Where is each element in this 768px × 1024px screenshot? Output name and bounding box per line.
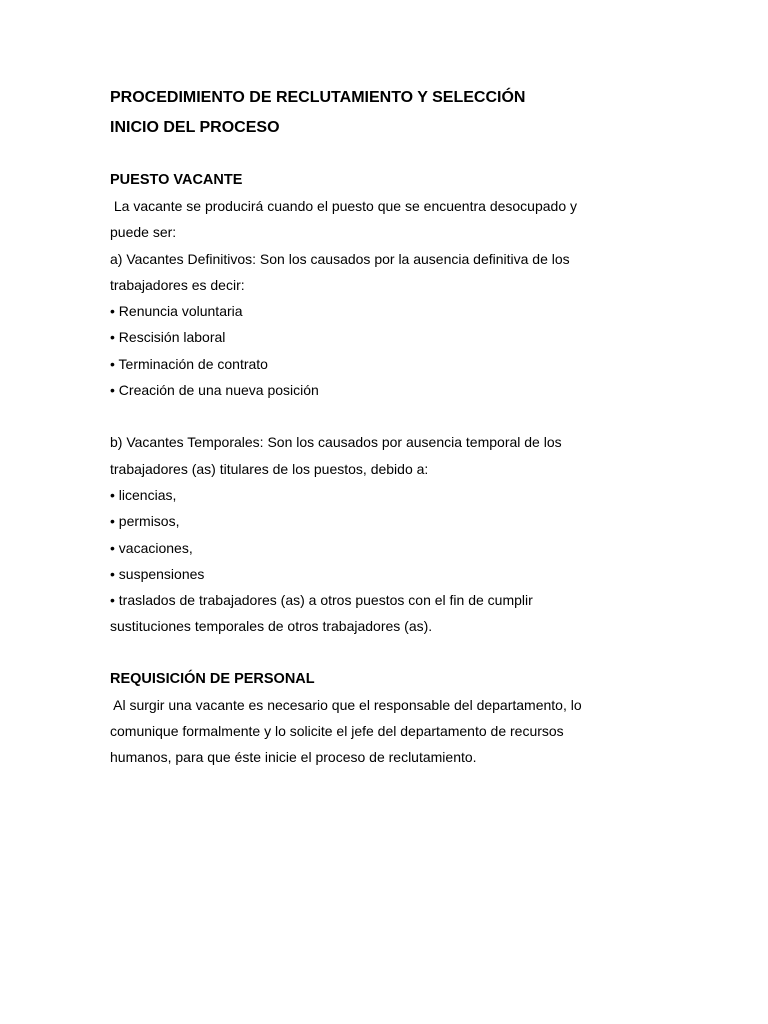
- paragraph-line: humanos, para que éste inicie el proceso de reclutamiento.: [110, 749, 477, 766]
- list-item: • permisos,: [110, 513, 180, 530]
- list-item: • suspensiones: [110, 565, 205, 582]
- paragraph-line: trabajadores (as) titulares de los puestos, debido a:: [110, 460, 429, 477]
- document-page: [110, 83, 630, 771]
- list-item: • licencias,: [110, 486, 177, 503]
- paragraph-line: puede ser:: [110, 224, 177, 241]
- spacer: [110, 640, 630, 666]
- spacer: [110, 403, 630, 429]
- list-item: • Creación de una nueva posición: [110, 382, 319, 399]
- section-heading-requisicion: REQUISICIÓN DE PERSONAL: [110, 670, 315, 687]
- section-heading-puesto-vacante: PUESTO VACANTE: [110, 172, 243, 188]
- list-item-continuation: sustituciones temporales de otros trabajadores (as).: [110, 618, 433, 635]
- paragraph-line: La vacante se producirá cuando el puesto que se encuentra desocupado y: [110, 198, 577, 214]
- document-title: PROCEDIMIENTO DE RECLUTAMIENTO Y SELECCIÓN: [110, 89, 526, 106]
- paragraph-line: a) Vacantes Definitivos: Son los causados por la ausencia definitiva de los: [110, 250, 570, 267]
- document-subtitle: INICIO DEL PROCESO: [110, 119, 280, 136]
- spacer: [110, 143, 630, 167]
- list-item: • Terminación de contrato: [110, 355, 268, 372]
- list-item: • traslados de trabajadores (as) a otros puestos con el fin de cumplir: [110, 592, 533, 609]
- paragraph-line: comunique formalmente y lo solicite el jefe del departamento de recursos: [110, 723, 564, 740]
- paragraph-line: Al surgir una vacante es necesario que el responsable del departamento, lo: [110, 696, 582, 713]
- paragraph-line: b) Vacantes Temporales: Son los causados por ausencia temporal de los: [110, 434, 562, 451]
- paragraph-line: trabajadores es decir:: [110, 276, 245, 293]
- list-item: • vacaciones,: [110, 539, 193, 556]
- list-item: • Rescisión laboral: [110, 329, 226, 346]
- list-item: • Renuncia voluntaria: [110, 303, 243, 320]
